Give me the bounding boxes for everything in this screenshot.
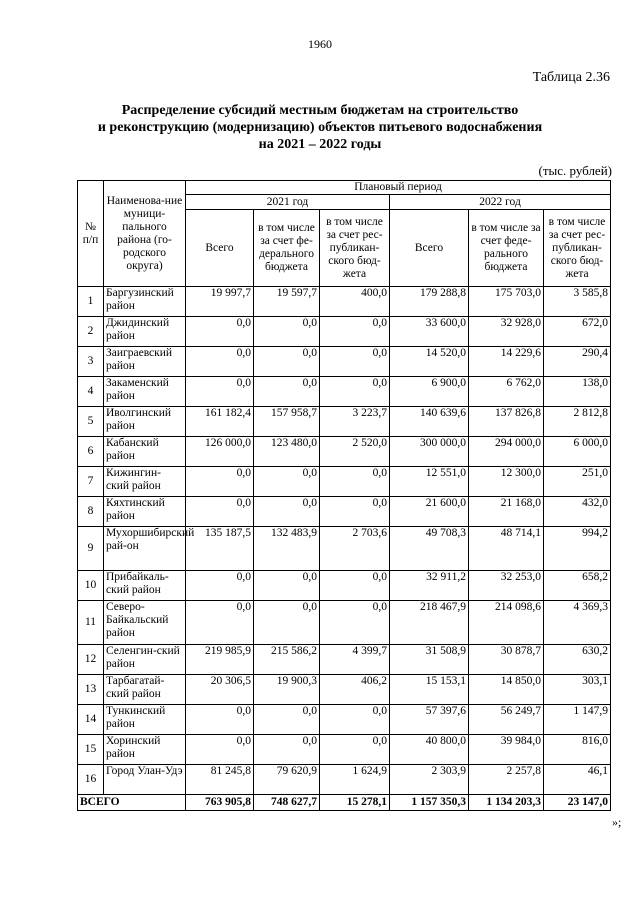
table-label: Таблица 2.36	[532, 70, 610, 85]
row-number: 7	[78, 467, 104, 497]
value-cell: 0,0	[254, 601, 320, 645]
district-name: Селенгин-ский район	[104, 645, 186, 675]
header-no: № п/п	[78, 181, 104, 287]
district-name: Иволгинский район	[104, 407, 186, 437]
table-body	[78, 287, 611, 811]
value-cell: 406,2	[320, 675, 390, 705]
value-cell: 32 253,0	[469, 571, 544, 601]
value-cell: 79 620,9	[254, 765, 320, 795]
value-cell: 214 098,6	[469, 601, 544, 645]
row-number: 16	[78, 765, 104, 795]
district-name: Тункинский район	[104, 705, 186, 735]
row-number: 14	[78, 705, 104, 735]
district-name: Прибайкаль-ский район	[104, 571, 186, 601]
district-name: Хоринский район	[104, 735, 186, 765]
value-cell: 19 597,7	[254, 287, 320, 317]
table-title	[60, 102, 580, 153]
value-cell: 0,0	[186, 571, 254, 601]
value-cell: 30 878,7	[469, 645, 544, 675]
value-cell: 0,0	[320, 377, 390, 407]
value-cell: 14 850,0	[469, 675, 544, 705]
value-cell: 31 508,9	[390, 645, 469, 675]
row-number: 3	[78, 347, 104, 377]
district-name: Заиграевский район	[104, 347, 186, 377]
row-number: 1	[78, 287, 104, 317]
table-row	[78, 601, 611, 645]
title-line: на 2021 – 2022 годы	[258, 137, 382, 152]
value-cell: 81 245,8	[186, 765, 254, 795]
value-cell: 15 153,1	[390, 675, 469, 705]
row-number: 11	[78, 601, 104, 645]
value-cell: 6 000,0	[544, 437, 611, 467]
value-cell: 0,0	[186, 601, 254, 645]
header-year-2021: 2021 год	[186, 195, 390, 210]
value-cell: 1 624,9	[320, 765, 390, 795]
value-cell: 3 223,7	[320, 407, 390, 437]
value-cell: 303,1	[544, 675, 611, 705]
value-cell: 19 997,7	[186, 287, 254, 317]
value-cell: 175 703,0	[469, 287, 544, 317]
total-value-cell: 1 134 203,3	[469, 795, 544, 811]
value-cell: 46,1	[544, 765, 611, 795]
value-cell: 1 147,9	[544, 705, 611, 735]
district-name: Тарбагатай-ский район	[104, 675, 186, 705]
district-name: Кабанский район	[104, 437, 186, 467]
value-cell: 0,0	[254, 317, 320, 347]
value-cell: 2 520,0	[320, 437, 390, 467]
value-cell: 0,0	[186, 735, 254, 765]
value-cell: 2 303,9	[390, 765, 469, 795]
value-cell: 49 708,3	[390, 527, 469, 571]
table-row	[78, 527, 611, 571]
total-row	[78, 795, 611, 811]
row-number: 2	[78, 317, 104, 347]
value-cell: 33 600,0	[390, 317, 469, 347]
row-number: 10	[78, 571, 104, 601]
value-cell: 994,2	[544, 527, 611, 571]
table-row	[78, 437, 611, 467]
table-row	[78, 377, 611, 407]
value-cell: 135 187,5	[186, 527, 254, 571]
value-cell: 123 480,0	[254, 437, 320, 467]
value-cell: 6 900,0	[390, 377, 469, 407]
value-cell: 672,0	[544, 317, 611, 347]
header-year-2022: 2022 год	[390, 195, 611, 210]
total-label: ВСЕГО	[78, 795, 186, 811]
table-row	[78, 571, 611, 601]
total-value-cell: 748 627,7	[254, 795, 320, 811]
header-total-2021: Всего	[186, 210, 254, 287]
page-number: 1960	[308, 37, 332, 51]
value-cell: 0,0	[254, 735, 320, 765]
row-number: 6	[78, 437, 104, 467]
value-cell: 0,0	[320, 317, 390, 347]
title-line: Распределение субсидий местным бюджетам на строительство	[121, 103, 519, 118]
table-row	[78, 347, 611, 377]
value-cell: 816,0	[544, 735, 611, 765]
value-cell: 21 168,0	[469, 497, 544, 527]
value-cell: 290,4	[544, 347, 611, 377]
value-cell: 14 520,0	[390, 347, 469, 377]
value-cell: 126 000,0	[186, 437, 254, 467]
district-name: Джидинский район	[104, 317, 186, 347]
header-republic-2022: в том числе за счет рес-публикан-ского бюд-жета	[544, 210, 611, 287]
value-cell: 32 911,2	[390, 571, 469, 601]
value-cell: 137 826,8	[469, 407, 544, 437]
value-cell: 2 703,6	[320, 527, 390, 571]
value-cell: 161 182,4	[186, 407, 254, 437]
value-cell: 0,0	[320, 467, 390, 497]
value-cell: 300 000,0	[390, 437, 469, 467]
district-name: Кяхтинский район	[104, 497, 186, 527]
value-cell: 20 306,5	[186, 675, 254, 705]
value-cell: 0,0	[320, 497, 390, 527]
district-name: Северо-Байкальский район	[104, 601, 186, 645]
total-value-cell: 23 147,0	[544, 795, 611, 811]
table-row	[78, 497, 611, 527]
header-planned: Плановый период	[186, 181, 611, 195]
value-cell: 2 812,8	[544, 407, 611, 437]
district-name: Закаменский район	[104, 377, 186, 407]
header-republic-2021: в том числе за счет рес-публикан-ского бюд-жета	[320, 210, 390, 287]
value-cell: 400,0	[320, 287, 390, 317]
row-number: 15	[78, 735, 104, 765]
value-cell: 140 639,6	[390, 407, 469, 437]
row-number: 5	[78, 407, 104, 437]
value-cell: 57 397,6	[390, 705, 469, 735]
value-cell: 3 585,8	[544, 287, 611, 317]
subsidy-table	[77, 180, 611, 811]
value-cell: 2 257,8	[469, 765, 544, 795]
row-number: 4	[78, 377, 104, 407]
value-cell: 6 762,0	[469, 377, 544, 407]
district-name: Мухоршибирский рай-он	[104, 527, 186, 571]
value-cell: 32 928,0	[469, 317, 544, 347]
value-cell: 138,0	[544, 377, 611, 407]
value-cell: 219 985,9	[186, 645, 254, 675]
value-cell: 0,0	[254, 571, 320, 601]
value-cell: 218 467,9	[390, 601, 469, 645]
value-cell: 0,0	[320, 735, 390, 765]
closing-quote: »;	[612, 815, 622, 829]
header-name: Наименова-ние муници-пального района (го-родского округа)	[104, 181, 186, 287]
value-cell: 0,0	[186, 317, 254, 347]
value-cell: 294 000,0	[469, 437, 544, 467]
row-number: 13	[78, 675, 104, 705]
value-cell: 12 551,0	[390, 467, 469, 497]
value-cell: 179 288,8	[390, 287, 469, 317]
header-federal-2021: в том числе за счет фе-дерального бюджета	[254, 210, 320, 287]
value-cell: 14 229,6	[469, 347, 544, 377]
value-cell: 432,0	[544, 497, 611, 527]
table-row	[78, 705, 611, 735]
district-name: Кижингин-ский район	[104, 467, 186, 497]
value-cell: 40 800,0	[390, 735, 469, 765]
table-row	[78, 675, 611, 705]
value-cell: 132 483,9	[254, 527, 320, 571]
total-value-cell: 15 278,1	[320, 795, 390, 811]
header-total-2022: Всего	[390, 210, 469, 287]
value-cell: 0,0	[186, 705, 254, 735]
value-cell: 0,0	[254, 497, 320, 527]
value-cell: 12 300,0	[469, 467, 544, 497]
value-cell: 630,2	[544, 645, 611, 675]
table-row	[78, 407, 611, 437]
table-row	[78, 765, 611, 795]
row-number: 9	[78, 527, 104, 571]
value-cell: 21 600,0	[390, 497, 469, 527]
value-cell: 0,0	[254, 467, 320, 497]
value-cell: 56 249,7	[469, 705, 544, 735]
value-cell: 48 714,1	[469, 527, 544, 571]
value-cell: 157 958,7	[254, 407, 320, 437]
value-cell: 0,0	[254, 705, 320, 735]
table-row	[78, 735, 611, 765]
value-cell: 19 900,3	[254, 675, 320, 705]
value-cell: 0,0	[320, 571, 390, 601]
value-cell: 0,0	[320, 347, 390, 377]
value-cell: 39 984,0	[469, 735, 544, 765]
value-cell: 0,0	[186, 347, 254, 377]
value-cell: 0,0	[254, 377, 320, 407]
header-federal-2022: в том числе за счет феде-рального бюджета	[469, 210, 544, 287]
value-cell: 0,0	[320, 705, 390, 735]
table-row	[78, 467, 611, 497]
value-cell: 0,0	[254, 347, 320, 377]
value-cell: 658,2	[544, 571, 611, 601]
total-value-cell: 763 905,8	[186, 795, 254, 811]
total-value-cell: 1 157 350,3	[390, 795, 469, 811]
district-name: Город Улан-Удэ	[104, 765, 186, 795]
table-row	[78, 645, 611, 675]
district-name: Баргузинский район	[104, 287, 186, 317]
value-cell: 0,0	[320, 601, 390, 645]
table-row	[78, 287, 611, 317]
value-cell: 4 369,3	[544, 601, 611, 645]
row-number: 12	[78, 645, 104, 675]
value-cell: 215 586,2	[254, 645, 320, 675]
value-cell: 0,0	[186, 377, 254, 407]
value-cell: 0,0	[186, 467, 254, 497]
value-cell: 4 399,7	[320, 645, 390, 675]
value-cell: 0,0	[186, 497, 254, 527]
value-cell: 251,0	[544, 467, 611, 497]
units-label: (тыс. рублей)	[538, 163, 612, 178]
row-number: 8	[78, 497, 104, 527]
title-line: и реконструкцию (модернизацию) объектов питьевого водоснабжения	[97, 120, 543, 135]
table-row	[78, 317, 611, 347]
